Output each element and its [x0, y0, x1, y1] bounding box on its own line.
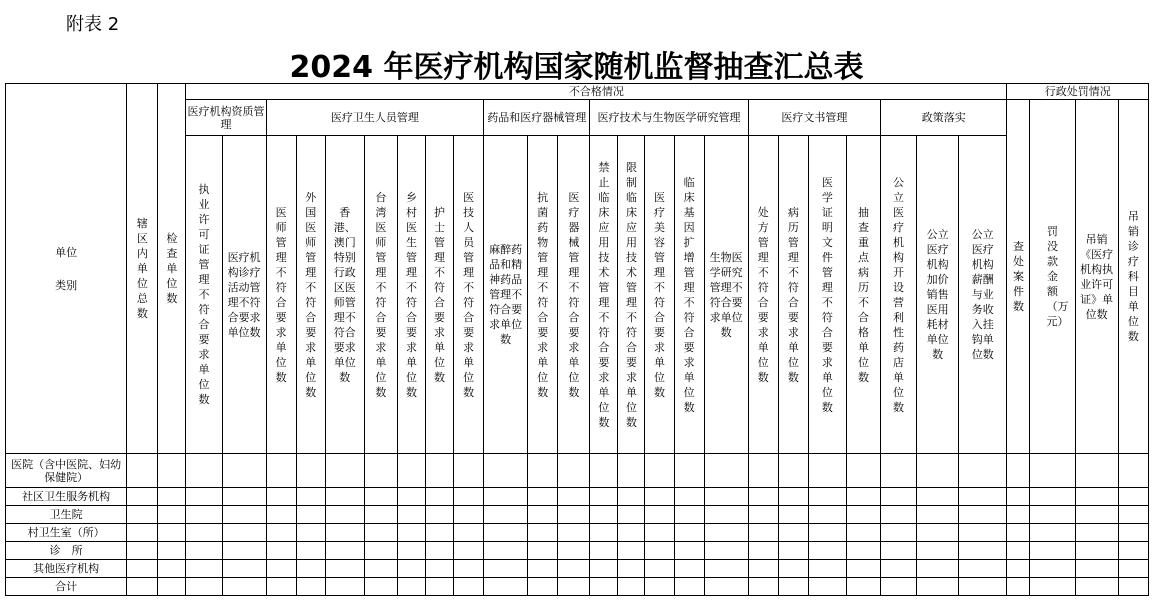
col-header: 外国医师管理不符合要求单位数	[296, 136, 325, 454]
col-header: 生物医学研究管理不符合要求单位数	[704, 136, 748, 454]
table-row	[6, 506, 1149, 524]
col-header: 公立医疗机构加价销售医用耗材单位数	[917, 136, 959, 454]
page-title: 2024 年医疗机构国家随机监督抽查汇总表	[289, 50, 864, 85]
row-label: 医院（含中医院、妇幼保健院）	[6, 454, 127, 488]
table-row	[6, 542, 1149, 560]
col-header: 病历管理不符合要求单位数	[778, 136, 808, 454]
table-row	[6, 560, 1149, 578]
annex-label: 附表 2	[66, 14, 120, 35]
row-label: 村卫生室（所）	[6, 524, 127, 542]
summary-table	[5, 83, 1149, 596]
col-header: 医学证明文件管理不符合要求单位数	[808, 136, 846, 454]
col-header: 医疗器械管理不符合要求单位数	[558, 136, 590, 454]
fine-amount-header: 罚没款金额（万元）	[1030, 100, 1075, 454]
col-header: 抽查重点病历不合格单位数	[846, 136, 880, 454]
group-tech: 医疗技术与生物医学研究管理	[590, 100, 748, 136]
revoke-subject-header: 吊销诊疗科目单位数	[1118, 100, 1148, 454]
col-header: 乡村医生管理不符合要求单位数	[397, 136, 425, 454]
col-header: 禁止临床应用技术管理不符合要求单位数	[590, 136, 618, 454]
inspected-units-header: 检查单位数	[158, 84, 186, 454]
unit-category-header: 单位 类别	[6, 84, 127, 454]
revoke-license-header: 吊销《医疗机构执业许可证》单位数	[1075, 100, 1118, 454]
cases-header: 查处案件数	[1007, 100, 1030, 454]
col-header: 台湾医师管理不符合要求单位数	[364, 136, 397, 454]
col-header: 医师管理不符合要求单位数	[266, 136, 296, 454]
row-label: 合计	[6, 578, 127, 596]
group-drugs: 药品和医疗器械管理	[484, 100, 590, 136]
col-header: 抗菌药物管理不符合要求单位数	[528, 136, 558, 454]
col-header: 香港、澳门特别行政区医师管理不符合要求单位数	[325, 136, 364, 454]
row-label: 社区卫生服务机构	[6, 488, 127, 506]
col-header: 医疗美容管理不符合要求单位数	[645, 136, 674, 454]
row-label: 其他医疗机构	[6, 560, 127, 578]
col-header: 麻醉药品和精神药品管理不符合要求单位数	[484, 136, 528, 454]
group-policy: 政策落实	[881, 100, 1007, 136]
group-personnel: 医疗卫生人员管理	[266, 100, 483, 136]
col-header: 临床基因扩增管理不符合要求单位数	[674, 136, 704, 454]
table-row	[6, 488, 1149, 506]
col-header: 限制临床应用技术管理不符合要求单位数	[618, 136, 645, 454]
table-row	[6, 524, 1149, 542]
noncompliance-header: 不合格情况	[186, 84, 1007, 100]
group-qualification: 医疗机构资质管理	[186, 100, 266, 136]
total-units-header: 辖区内单位总数	[127, 84, 158, 454]
col-header: 医疗机构诊疗活动管理不符合要求单位数	[222, 136, 266, 454]
row-label: 卫生院	[6, 506, 127, 524]
row-label: 诊 所	[6, 542, 127, 560]
col-header: 公立医疗机构薪酬与业务收入挂钩单位数	[959, 136, 1007, 454]
group-docs: 医疗文书管理	[748, 100, 880, 136]
table-row-total	[6, 578, 1149, 596]
col-header: 执业许可证管理不符合要求单位数	[186, 136, 222, 454]
col-header: 处方管理不符合要求单位数	[748, 136, 778, 454]
col-header: 护士管理不符合要求单位数	[425, 136, 453, 454]
col-header: 医技人员管理不符合要求单位数	[454, 136, 484, 454]
penalty-header: 行政处罚情况	[1007, 84, 1149, 100]
table-row	[6, 454, 1149, 488]
col-header: 公立医疗机构开设营利性药店单位数	[881, 136, 917, 454]
